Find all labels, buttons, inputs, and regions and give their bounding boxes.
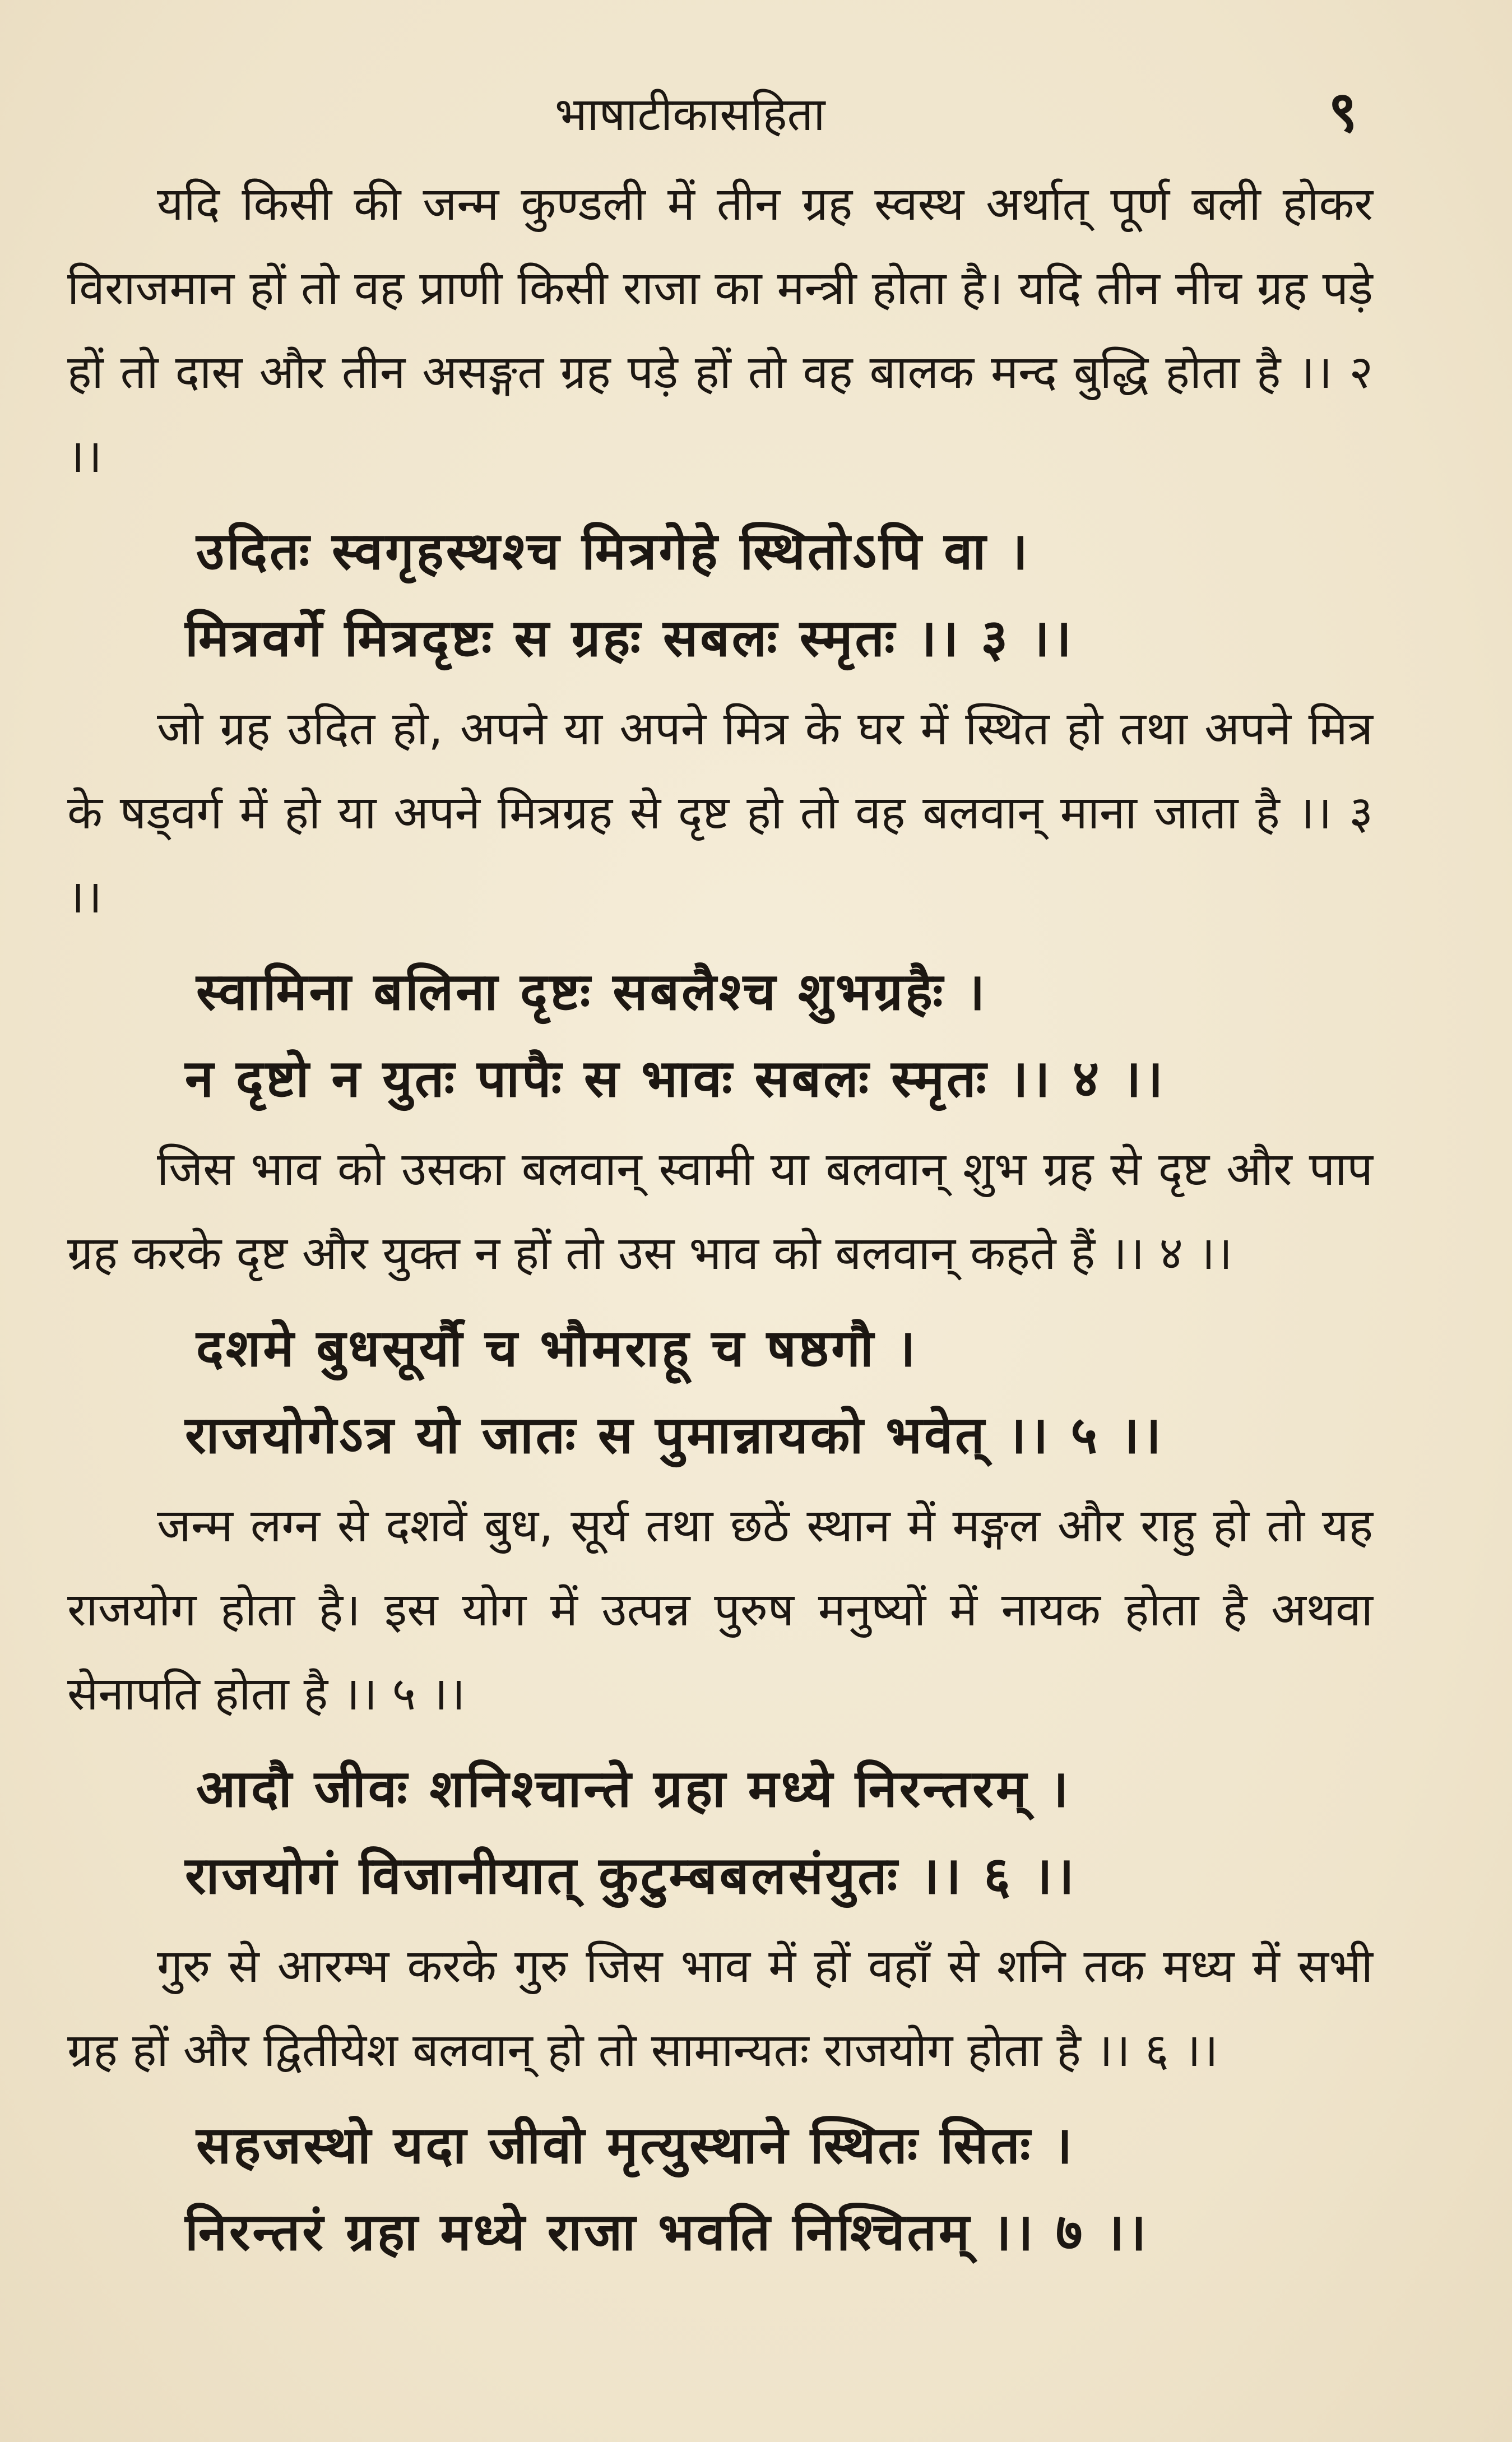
verse-7 [67,2102,1373,2276]
verse-4-line-1: स्वामिना बलिना दृष्टः सबलैश्च शुभग्रहैः । [196,962,987,1022]
verse-7-line-2: निरन्तरं ग्रहा मध्ये राजा भवति निश्चितम् ।। ७ ।। [185,2202,1149,2262]
verse-3 [67,508,1373,682]
verse-3-line-2: मित्रवर्गे मित्रदृष्टः स ग्रहः सबलः स्मृतः ।। ३ ।। [185,608,1074,668]
page-header [0,79,1512,157]
verse-5 [67,1305,1373,1479]
commentary-3: जो ग्रह उदित हो, अपने या अपने मित्र के घर में स्थित हो तथा अपने मित्र के षड्वर्ग में हो या अपने मित्रग्रह से दृष्ट हो तो वह बलवान् माना जाता है ।। ३ ।। [67,702,1373,924]
verse-3-line-1: उदितः स्वगृहस्थश्च मित्रगेहे स्थितोऽपि वा । [196,521,1031,581]
commentary-4: जिस भाव को उसका बलवान् स्वामी या बलवान् शुभ ग्रह से दृष्ट और पाप ग्रह करके दृष्ट और युक्त न हों तो उस भाव को बलवान् कहते हैं ।। ४ ।। [67,1143,1373,1280]
commentary-2: यदि किसी की जन्म कुण्डली में तीन ग्रह स्वस्थ अर्थात् पूर्ण बली होकर विराजमान हों तो वह प्राणी किसी राजा का मन्त्री होता है। यदि तीन नीच ग्रह पड़े हों तो दास और तीन असङ्गत ग्रह पड़े हों तो वह बालक मन्द बुद्धि होता है ।। २ ।। [67,178,1373,483]
verse-5-line-1: दशमे बुधसूर्यौ च भौमराहू च षष्ठगौ । [196,1318,918,1378]
page-number: ९ [1328,79,1357,145]
commentary-6: गुरु से आरम्भ करके गुरु जिस भाव में हों वहाँ से शनि तक मध्य में सभी ग्रह हों और द्वितीयेश बलवान् हो तो सामान्यतः राजयोग होता है ।। ६ ।। [67,1940,1373,2077]
commentary-5: जन्म लग्न से दशवें बुध, सूर्य तथा छठें स्थान में मङ्गल और राहु हो तो यह राजयोग होता है। इस योग में उत्पन्न पुरुष मनुष्यों में नायक होता है अथवा सेनापति होता है ।। ५ ।। [67,1499,1373,1721]
verse-5-line-2: राजयोगेऽत्र यो जातः स पुमान्नायको भवेत् ।। ५ ।। [185,1405,1163,1465]
page-body [67,163,1373,2281]
verse-6-line-2: राजयोगं विजानीयात् कुटुम्बबलसंयुतः ।। ६ ।। [185,1846,1077,1906]
verse-6 [67,1745,1373,1919]
verse-4-line-2: न दृष्टो न युतः पापैः स भावः सबलः स्मृतः ।। ४ ।। [185,1049,1166,1109]
verse-6-line-1: आदौ जीवः शनिश्चान्ते ग्रहा मध्ये निरन्तरम् । [196,1759,1071,1819]
running-title: भाषाटीकासहिता [555,88,825,141]
verse-7-line-1: सहजस्थो यदा जीवो मृत्युस्थाने स्थितः सितः । [196,2115,1075,2175]
verse-4 [67,948,1373,1122]
